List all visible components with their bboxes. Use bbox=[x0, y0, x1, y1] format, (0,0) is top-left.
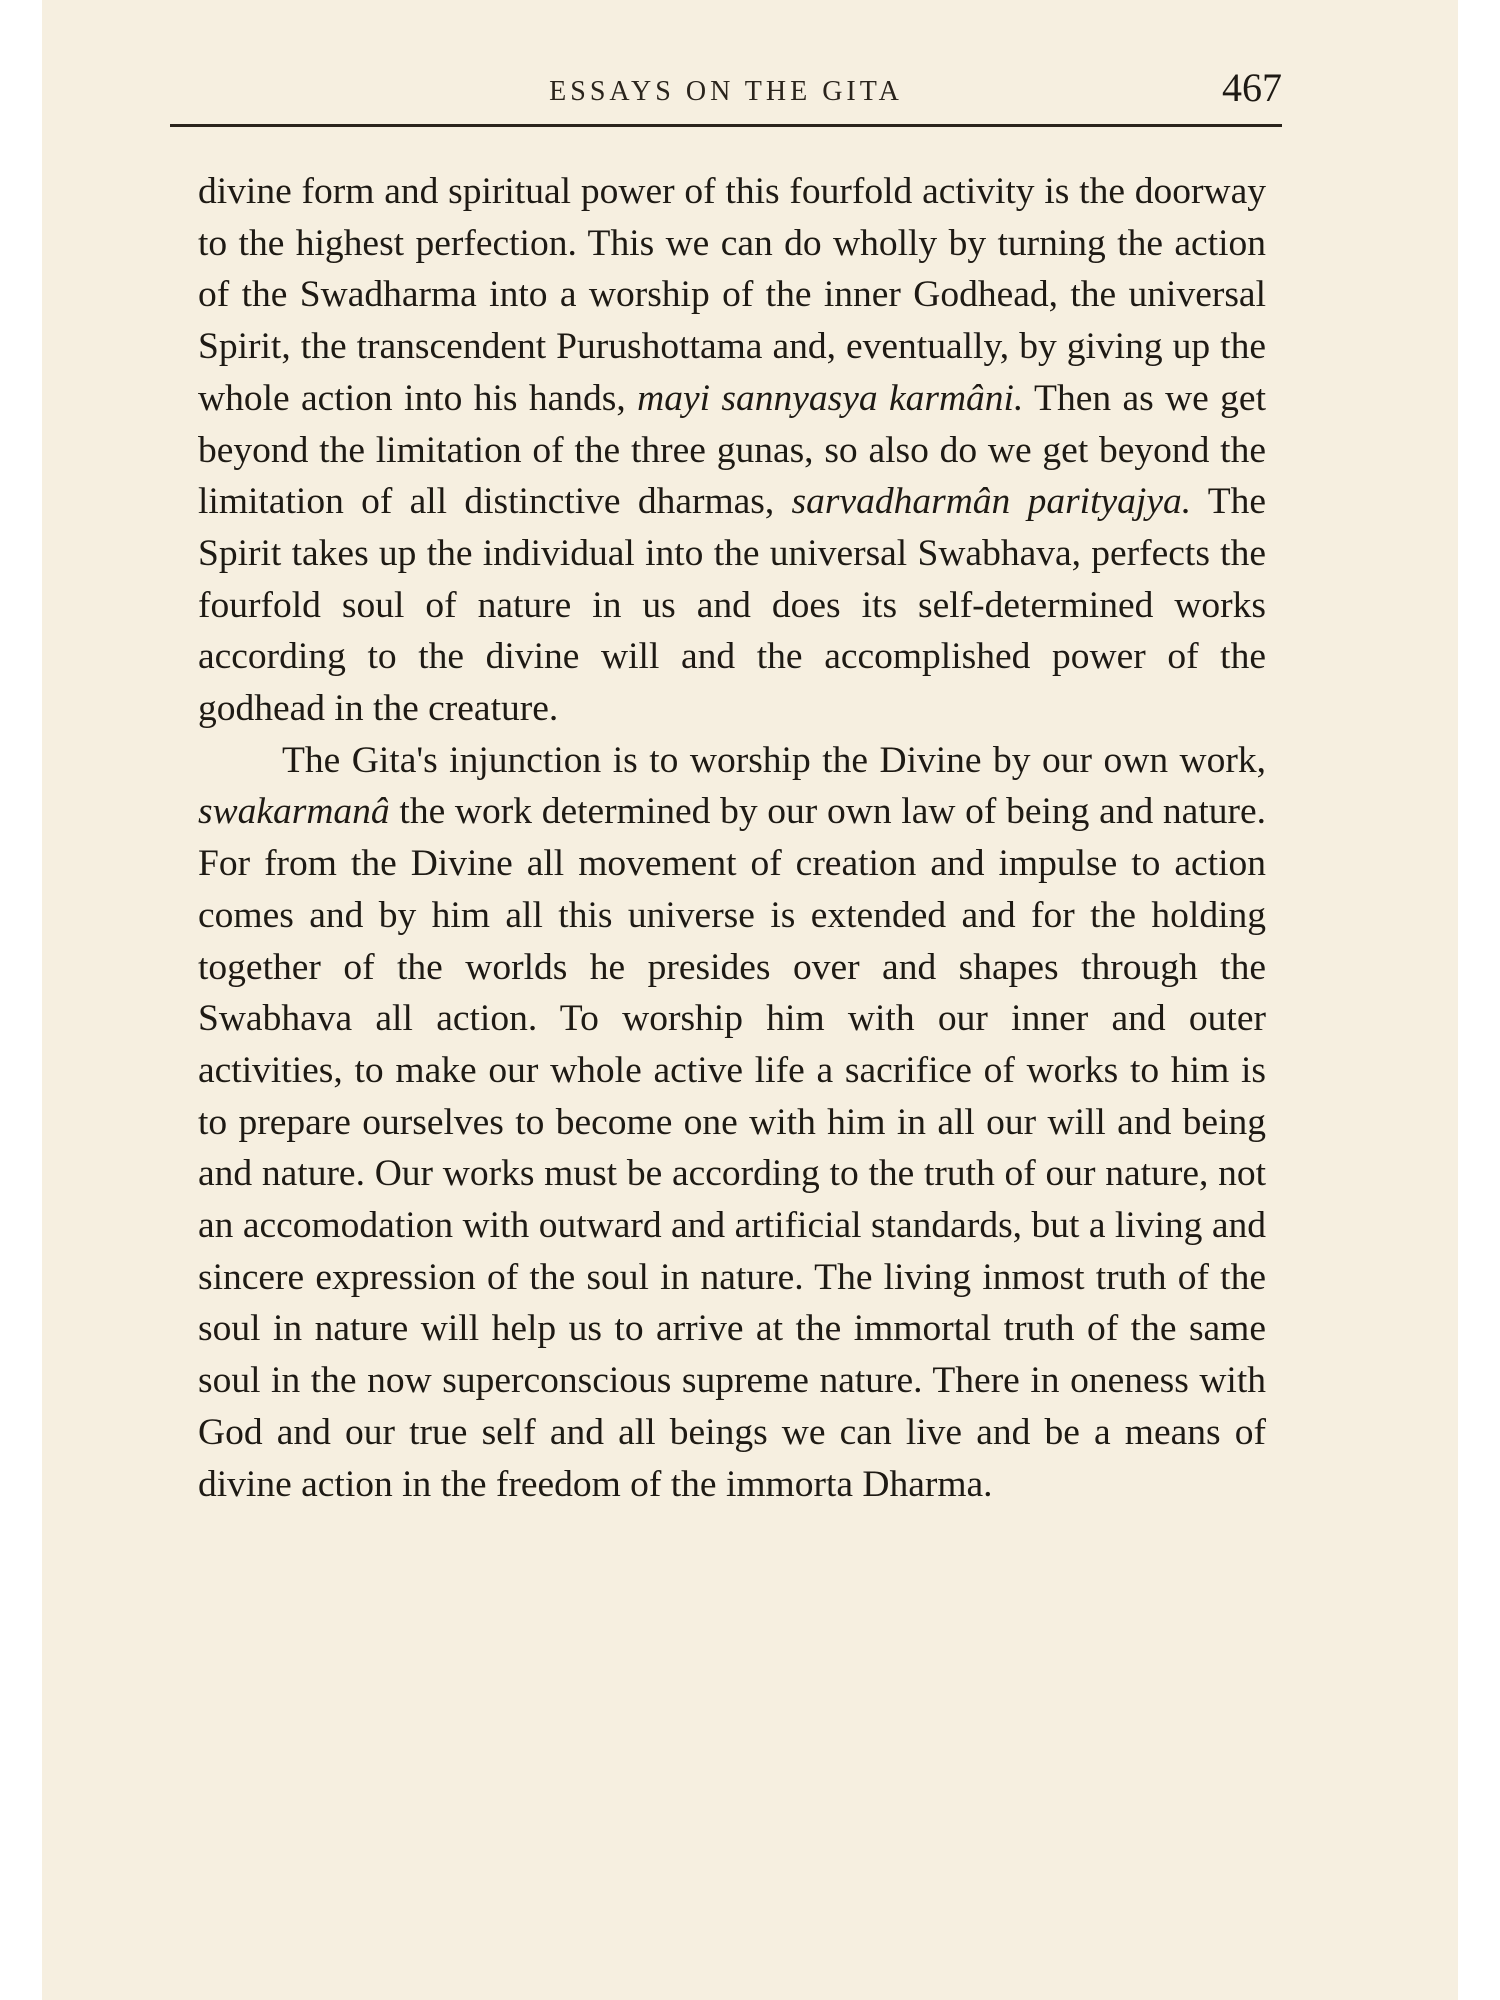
page-number: 467 bbox=[1222, 65, 1282, 110]
body-text bbox=[198, 166, 1266, 1510]
running-title: ESSAYS ON THE GITA bbox=[549, 76, 903, 107]
paragraph-2 bbox=[198, 735, 1266, 1511]
paragraph-1-text-b: Then as we get beyond the limitation of the three gunas, so also do we get beyond the limitation of all distinctive dharmas, bbox=[198, 377, 1266, 523]
paragraph-2-text-b: the work determined by our own law of being and nature. For from the Divine all movement of creation and impulse to action comes and by him all this universe is extended and for the holding together of the worlds he presides over and shapes through the Swabhava all action. To worship him with our inner and outer activities, to make our whole active life a sacrifice of works to him is to prepare ourselves to become one with him in all our will and being and nature. Our works must be according to the truth of our nature, not an accomodation with outward and artificial standards, but a living and sincere expression of the soul in nature. The living inmost truth of the soul in nature will help us to arrive at the immortal truth of the same soul in the now superconscious supreme nature. There in oneness with God and our true self and all beings we can live and be a means of divine action in the freedom of the immorta Dharma. bbox=[198, 791, 1267, 1505]
sanskrit-term-1: mayi sannyasya karmâni. bbox=[637, 377, 1024, 419]
paragraph-1-text-a: divine form and spiritual power of this fourfold activity is the doorway to the highest perfection. This we can do wholly by turning the action of the Swadharma into a worship of the inner Godhead, the universal Spirit, the transcendent Purushottama and, eventually, by giving up the whole action into his hands, bbox=[198, 171, 1266, 419]
header-rule bbox=[170, 124, 1282, 127]
sanskrit-term-3: swakarmanâ bbox=[198, 791, 390, 833]
paragraph-1 bbox=[198, 166, 1266, 735]
sanskrit-term-2: sarvadharmân parityajya. bbox=[791, 481, 1192, 523]
page-header bbox=[170, 62, 1282, 122]
paragraph-2-text-a: The Gita's injunction is to worship the Divine by our own work, bbox=[282, 739, 1266, 781]
paragraph-1-text-c: The Spirit takes up the individual into the universal Swabhava, perfects the fourfold soul of nature in us and does its self-determined works according to the divine will and the accomplished power of the godhead in the creature. bbox=[198, 481, 1266, 730]
